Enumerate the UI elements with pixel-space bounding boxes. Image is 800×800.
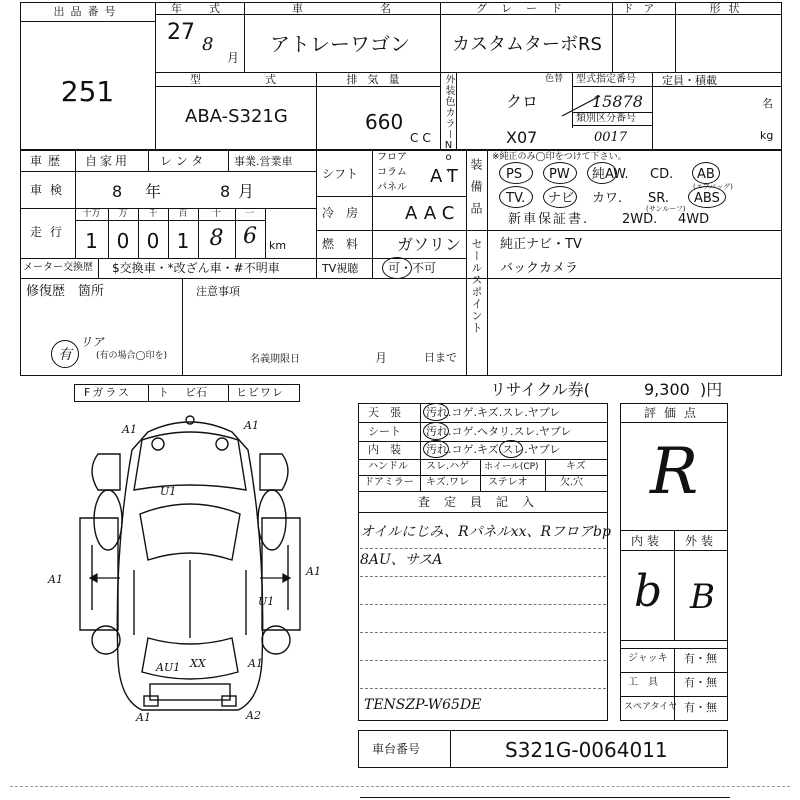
exterior-label: 外装 [684,534,717,548]
cond-interior-options: 汚れ.コゲ.キズ.スレ.ヤブレ [426,443,561,456]
shift-column: コラム [377,167,407,178]
recycle-value: 9,300 [644,380,690,399]
capacity-unit-persons: 名 [762,97,773,110]
cond-ceiling-label: 天 張 [368,406,401,419]
exterior-color-label: 外装色カラーNo. [443,74,454,176]
cond-wheel-label: ホイール(CP) [484,462,539,472]
type-no-label: 型式指定番号 [576,74,636,85]
month-value: 8 [202,34,214,55]
chassis-value: S321G-0064011 [505,738,668,762]
cond-handle-label: ハンドル [368,461,408,472]
equip-warranty: 新車保証書. [508,212,590,227]
history-label: 車歴 [30,154,67,168]
color-code: X07 [506,128,538,147]
equip-4wd: 4WD [678,212,710,227]
inspector-note-2: 8AU、サスA [360,552,443,568]
digit-label-1: 十万 [82,209,101,219]
model-label-1: 型 [190,73,201,86]
class-no-value: 0017 [594,130,628,145]
name-label: 名 [380,2,391,15]
equip-pw: PW [549,167,570,182]
shift-label: シフト [322,167,359,181]
recycle-label: リサイクル券( [490,380,591,399]
mileage-digit-6: 6 [243,224,257,249]
cond-wheel-options: キズ [566,461,586,472]
pen-slash [560,90,610,120]
repair-has-note: (有の場合◯印を) [96,351,168,361]
type-no-value: 15878 [592,92,643,111]
month-unit: 月 [227,51,240,65]
inspector-note-1: オイルにじみ、Rパネルxx、Rフロアbp [360,524,611,540]
fuel-label: 燃 料 [322,237,359,251]
cond-ceiling-circle [423,403,449,421]
mark-rear-panel: AU1 [156,661,181,674]
car-name: アトレーワゴン [270,32,410,56]
shift-floor: フロア [377,152,407,163]
cond-seat-options: 汚れ.コゲ.ヘタリ.スレ.ヤブレ [426,425,572,438]
equip-ab-note: (エアバッグ) [693,183,733,191]
displacement-unit: CC [410,131,435,145]
tv-label: TV視聴 [322,262,359,275]
history-private: 自家用 [85,154,131,168]
color-value: クロ [506,92,539,111]
interior-score: b [634,566,663,617]
glass-crack: ヒビワレ [236,386,284,399]
mark-rear-xx: XX [190,657,206,670]
sales-point-label: セールスポイント [470,238,483,334]
tool-jack-label: ジャッキ [628,653,668,664]
mark-front-right: A1 [244,419,259,432]
recycle-unit: )円 [700,380,723,399]
tool-tools-label: 工 具 [628,677,658,688]
inspection-year-unit: 年 [145,182,162,201]
digit-label-5: 十 [211,209,221,219]
tool-spare-value: 有・無 [684,701,717,714]
repair-hand-note: リア [80,335,105,349]
mileage-digit-4: 1 [176,229,190,253]
equip-aw-circle [587,162,617,184]
displacement-value: 660 [365,110,404,134]
cond-ceiling-options: 汚れ.コゲ.キズ.スレ.ヤブレ [426,406,561,419]
inspection-label: 車検 [30,183,71,197]
glass-stone: ビ石 [185,386,207,399]
tool-tools-value: 有・無 [684,676,717,689]
lot-number: 251 [60,75,115,108]
meter-exchange-label: メーター交換歴 [23,262,93,273]
glass-label: Fガラス [84,386,131,399]
cond-seat-circle [423,422,449,440]
sales-point-line-2: バックカメラ [500,261,579,276]
mileage-unit: km [269,239,287,252]
equip-ps-circle [499,162,533,184]
digit-label-2: 万 [118,209,128,219]
car-label: 車 [292,2,303,15]
repair-has: 有 [58,347,72,363]
inspection-year: 8 [112,182,123,201]
digit-label-3: 千 [148,209,158,219]
cond-stereo-options: 欠.穴 [560,477,584,488]
class-no-label: 類別区分番号 [576,113,636,124]
sales-point-line-1: 純正ナビ・TV [500,237,582,252]
repair-label: 修復歴 箇所 [26,284,105,299]
equip-2wd: 2WD. [622,212,658,227]
equipment-label: 装備品 [469,158,483,224]
mileage-label: 走行 [30,225,71,239]
digit-label-6: 一 [245,209,255,219]
equip-leather: カワ. [592,191,623,206]
displacement-label: 排気量 [346,73,410,86]
cond-mirror-options: キズ.ワレ [426,477,469,488]
equip-tv: TV. [506,191,526,206]
tv-selected-circle [382,257,412,279]
digit-label-4: 百 [178,209,188,219]
history-business: 事業.営業車 [234,155,293,168]
cond-interior-circle [423,440,449,458]
fuel-value: ガソリン [397,235,462,254]
model-label-2: 式 [265,73,276,86]
mark-hood: U1 [160,485,177,498]
car-body-diagram [50,410,350,740]
cond-scratch-circle [499,440,523,458]
meter-exchange-options: $交換車・*改ざん車・#不明車 [112,261,280,275]
ac-label: 冷 房 [322,206,359,220]
mark-front-left: A1 [122,423,137,436]
equip-abs-circle [688,186,726,208]
lot-label: 出品番号 [53,5,122,18]
mileage-digit-1: 1 [85,229,98,253]
expiry-month: 月 [375,351,388,365]
cond-stereo-label: ステレオ [488,477,528,488]
inspection-month-unit: 月 [238,182,255,201]
equip-ab: AB [697,167,715,182]
score-label: 評価点 [643,406,704,420]
chassis-label: 車台番号 [372,742,421,756]
equip-navi: ナビ [548,191,575,206]
mark-roof: U1 [258,595,275,608]
mark-left-side: A1 [48,573,63,586]
shape-label: 形状 [709,2,748,15]
capacity-label: 定員・積載 [662,74,717,87]
model-value: ABA-S321G [185,106,288,127]
mark-rear-right: A1 [248,657,263,670]
equip-ab-circle [692,162,720,184]
tool-spare-label: スペアタイヤ [624,702,678,712]
cond-handle-options: スレ.ハゲ [426,461,470,472]
equip-tv-circle [499,186,533,208]
glass-chip: ト [158,386,169,399]
tool-jack-value: 有・無 [684,652,717,665]
equipment-note: ※純正のみ◯印をつけて下さい。 [492,152,627,162]
cond-seat-label: シート [368,425,401,438]
shift-value: AT [430,166,464,187]
cond-mirror-label: ドアミラー [364,477,414,488]
mark-rear-right-bottom: A2 [246,709,261,722]
expiry-label: 名義期限日 [250,354,300,365]
shift-panel: パネル [377,182,407,193]
mileage-digit-5: 8 [209,226,224,251]
grade-label: グレード [476,2,576,15]
equip-navi-circle [543,186,577,208]
history-rental: レンタ [160,154,208,168]
equip-pw-circle [543,162,577,184]
exterior-score: B [690,577,715,617]
inspector-label: 査定員記入 [417,495,548,509]
equip-sr: SR. [648,191,669,206]
inspector-note-3: TENSZP-W65DE [364,697,482,713]
equip-ps: PS [506,167,523,182]
door-label: ドア [622,2,665,15]
equip-cd: CD. [650,167,674,182]
cond-interior-label: 内 装 [368,443,401,456]
mileage-digit-2: 0 [116,229,130,253]
equip-abs: ABS [694,191,720,206]
equip-sr-note: (サンルーフ) [646,205,686,213]
inspection-month: 8 [220,182,231,201]
interior-label: 内装 [630,534,663,548]
mileage-digit-3: 0 [146,229,160,253]
ac-value: AAC [405,203,461,224]
color-change-label: 色替 [545,74,564,84]
equip-aw: 純AW. [592,167,629,182]
year-value: 27 [167,20,195,45]
expiry-day: 日まで [424,351,457,364]
capacity-unit-kg: kg [760,129,774,142]
repair-has-circle [51,340,79,368]
score-value: R [650,435,699,509]
mark-right-side: A1 [306,565,321,578]
tv-value: 可・不可 [388,261,437,275]
repair-note-label: 注意事項 [196,285,240,298]
grade-value: カスタムターボRS [452,34,602,55]
year-label: 年 式 [171,2,228,15]
mark-rear-left-bottom: A1 [136,711,151,724]
